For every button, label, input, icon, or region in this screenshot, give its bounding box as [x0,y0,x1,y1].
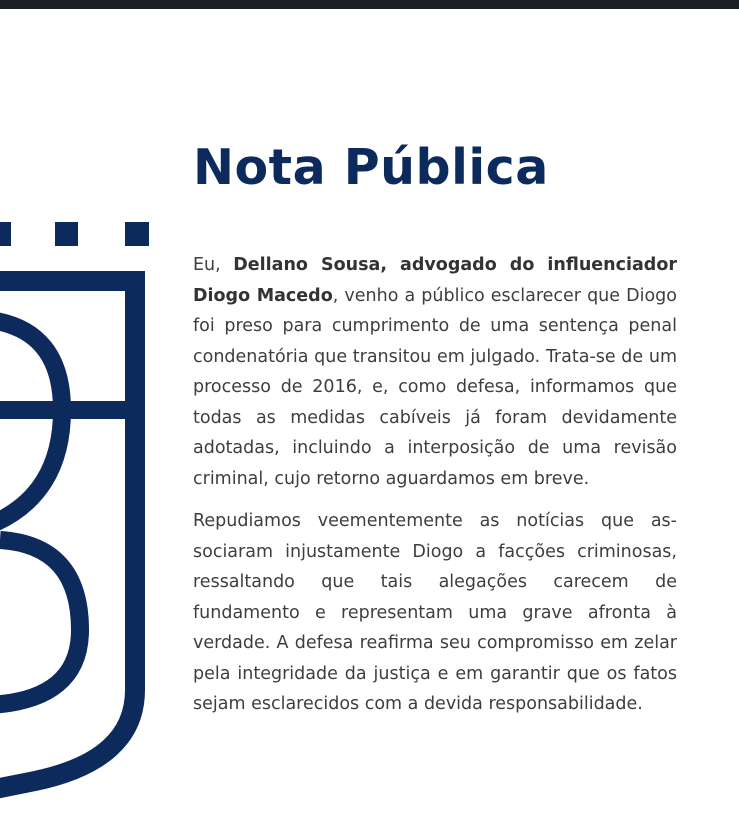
paragraph-2: Repudiamos veementemente as notícias que associaram injustamente Diogo a facções criminosas, ressaltando que tais alegações carecem de fundamento e representam uma grave afronta à verdade. A defesa reafirma seu compromisso em zelar pela integridade da justiça e em garantir que os fatos sejam esclarecidos com a devida responsabilidade. [193,511,677,714]
paragraph-1 [193,250,677,494]
page-title: Nota Pública [193,139,549,196]
paragraph-1-intro: Eu, [193,255,234,275]
paragraph-1-text: , venho a público esclarecer que Diogo foi preso para cumprimento de uma sentença penal condenatória que transitou em julgado. Trata-se de um processo de 2016, e, como defesa, informamos que todas as medidas cabíveis já foram devidamente adotadas, incluindo a interposição de uma revisão criminal, cujo retorno aguardamos em breve. [193,285,677,489]
author-identification: Dellano Sousa, advogado do influenciador Diogo Macedo [193,255,677,306]
shield-crest-logo [0,0,160,831]
statement-body [193,250,677,720]
